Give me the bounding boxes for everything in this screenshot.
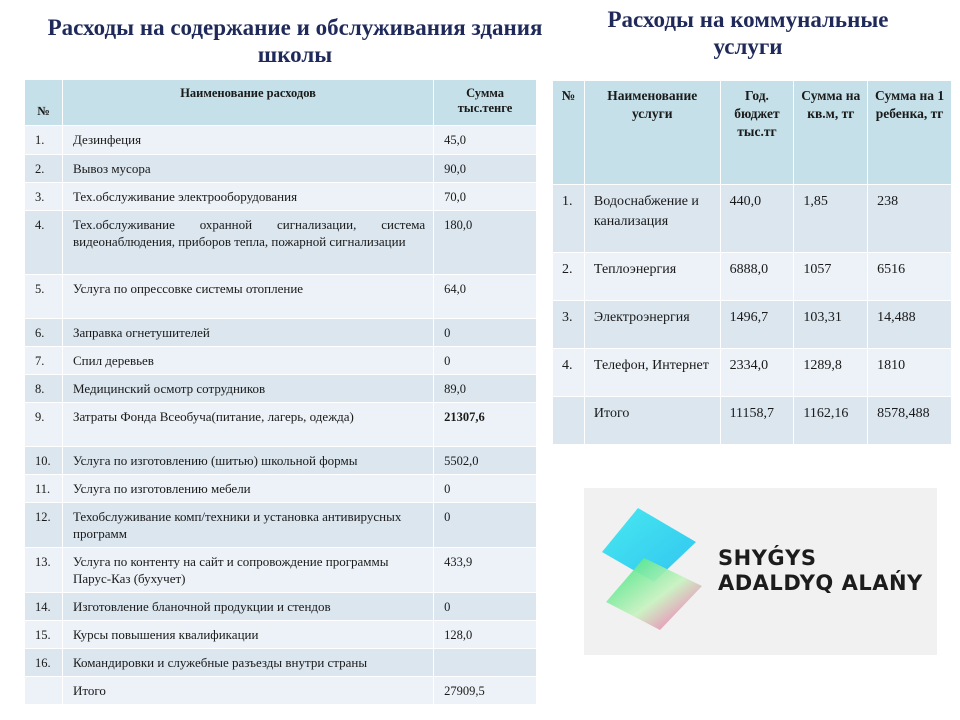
table-row: [553, 349, 952, 397]
row-sum: 0: [434, 475, 537, 503]
row-per-sqm: 1289,8: [794, 349, 868, 397]
header-per-child: Сумма на 1 ребенка, тг: [868, 81, 952, 185]
logo-text-line2: ADALDYQ ALAŃY: [718, 571, 923, 596]
row-num: 2.: [25, 155, 63, 183]
row-name: Услуга по опрессовке системы отопление: [62, 275, 433, 319]
header-per-sqm: Сумма на кв.м, тг: [794, 81, 868, 185]
row-num: 13.: [25, 548, 63, 593]
table-row: [25, 475, 537, 503]
row-service: Теплоэнергия: [584, 253, 720, 301]
left-table-title: Расходы на содержание и обслуживания здания школы: [47, 15, 543, 68]
header-num: №: [553, 81, 585, 185]
table-row: [25, 275, 537, 319]
row-name: Техобслуживание комп/техники и установка антивирусных программ: [62, 503, 433, 548]
row-name: Услуга по контенту на сайт и сопровождение программы Парус-Каз (бухучет): [62, 548, 433, 593]
row-per-child: 238: [868, 185, 952, 253]
row-sum: 0: [434, 347, 537, 375]
utilities-table: [552, 80, 952, 445]
row-name: Командировки и служебные разъезды внутри страны: [62, 649, 433, 677]
row-name: Заправка огнетушителей: [62, 319, 433, 347]
row-num: 12.: [25, 503, 63, 548]
row-service: Электроэнергия: [584, 301, 720, 349]
row-num: [25, 677, 63, 705]
table-row: [25, 155, 537, 183]
table-row: [25, 375, 537, 403]
row-num: 9.: [25, 403, 63, 447]
row-num: 8.: [25, 375, 63, 403]
row-sum: [434, 649, 537, 677]
row-per-child: 8578,488: [868, 397, 952, 445]
row-per-child: 14,488: [868, 301, 952, 349]
row-name: Медицинский осмотр сотрудников: [62, 375, 433, 403]
row-sum: 0: [434, 593, 537, 621]
logo-mark-icon: [598, 504, 708, 634]
row-num: 4.: [553, 349, 585, 397]
row-per-child: 6516: [868, 253, 952, 301]
row-num: 4.: [25, 211, 63, 275]
row-sum: 0: [434, 319, 537, 347]
table-row: [25, 677, 537, 705]
row-name: Услуга по изготовлению (шитью) школьной формы: [62, 447, 433, 475]
table-row: [25, 548, 537, 593]
row-name: Затраты Фонда Всеобуча(питание, лагерь, одежда): [62, 403, 433, 447]
row-sum: 64,0: [434, 275, 537, 319]
table-row: [553, 185, 952, 253]
row-num: 2.: [553, 253, 585, 301]
row-per-sqm: 1057: [794, 253, 868, 301]
row-num: 16.: [25, 649, 63, 677]
table-row: [553, 253, 952, 301]
row-num: 1.: [25, 126, 63, 155]
row-sum: 21307,6: [434, 403, 537, 447]
row-name: Спил деревьев: [62, 347, 433, 375]
row-service: Телефон, Интернет: [584, 349, 720, 397]
row-per-child: 1810: [868, 349, 952, 397]
row-name: Тех.обслуживание охранной сигнализации, система видеонаблюдения, приборов тепла, пожарной сигнализации: [62, 211, 433, 275]
row-num: 7.: [25, 347, 63, 375]
row-name: Курсы повышения квалификации: [62, 621, 433, 649]
row-num: 15.: [25, 621, 63, 649]
row-sum: 433,9: [434, 548, 537, 593]
table-row: [25, 593, 537, 621]
row-service: Итого: [584, 397, 720, 445]
row-sum: 45,0: [434, 126, 537, 155]
header-name: Наименование расходов: [62, 80, 433, 126]
row-budget: 2334,0: [720, 349, 794, 397]
table-row: [25, 649, 537, 677]
row-num: 1.: [553, 185, 585, 253]
row-name: Изготовление бланочной продукции и стендов: [62, 593, 433, 621]
header-service: Наименование услуги: [584, 81, 720, 185]
maintenance-expenses-table: [24, 79, 537, 705]
table-row: [25, 347, 537, 375]
row-num: 6.: [25, 319, 63, 347]
table-row: [25, 503, 537, 548]
row-sum: 70,0: [434, 183, 537, 211]
row-num: 11.: [25, 475, 63, 503]
row-per-sqm: 1162,16: [794, 397, 868, 445]
table-row: [25, 403, 537, 447]
row-budget: 11158,7: [720, 397, 794, 445]
row-name: Итого: [62, 677, 433, 705]
row-name: Услуга по изготовлению мебели: [62, 475, 433, 503]
row-per-sqm: 1,85: [794, 185, 868, 253]
row-per-sqm: 103,31: [794, 301, 868, 349]
table-row: [25, 621, 537, 649]
row-sum: 5502,0: [434, 447, 537, 475]
row-name: Тех.обслуживание электрооборудования: [62, 183, 433, 211]
row-sum: 0: [434, 503, 537, 548]
row-budget: 440,0: [720, 185, 794, 253]
row-sum: 128,0: [434, 621, 537, 649]
logo: [584, 488, 937, 655]
row-num: 10.: [25, 447, 63, 475]
row-name: Вывоз мусора: [62, 155, 433, 183]
row-num: 3.: [25, 183, 63, 211]
table-row: [25, 126, 537, 155]
row-sum: 27909,5: [434, 677, 537, 705]
row-sum: 89,0: [434, 375, 537, 403]
table-row: [25, 319, 537, 347]
row-num: 5.: [25, 275, 63, 319]
row-num: 14.: [25, 593, 63, 621]
header-num: №: [25, 80, 63, 126]
row-budget: 1496,7: [720, 301, 794, 349]
table-row: [553, 301, 952, 349]
table-row: [25, 447, 537, 475]
row-num: 3.: [553, 301, 585, 349]
header-sum: Сумма тыс.тенге: [434, 80, 537, 126]
table-row: [553, 397, 952, 445]
table-row: [25, 211, 537, 275]
right-table-title: Расходы на коммунальные услуги: [607, 7, 889, 60]
header-budget: Год. бюджет тыс.тг: [720, 81, 794, 185]
row-sum: 180,0: [434, 211, 537, 275]
table-row: [25, 183, 537, 211]
row-num: [553, 397, 585, 445]
logo-text-line1: SHYǴYS: [718, 546, 817, 570]
row-name: Дезинфеция: [62, 126, 433, 155]
row-service: Водоснабжение и канализация: [584, 185, 720, 253]
row-sum: 90,0: [434, 155, 537, 183]
row-budget: 6888,0: [720, 253, 794, 301]
